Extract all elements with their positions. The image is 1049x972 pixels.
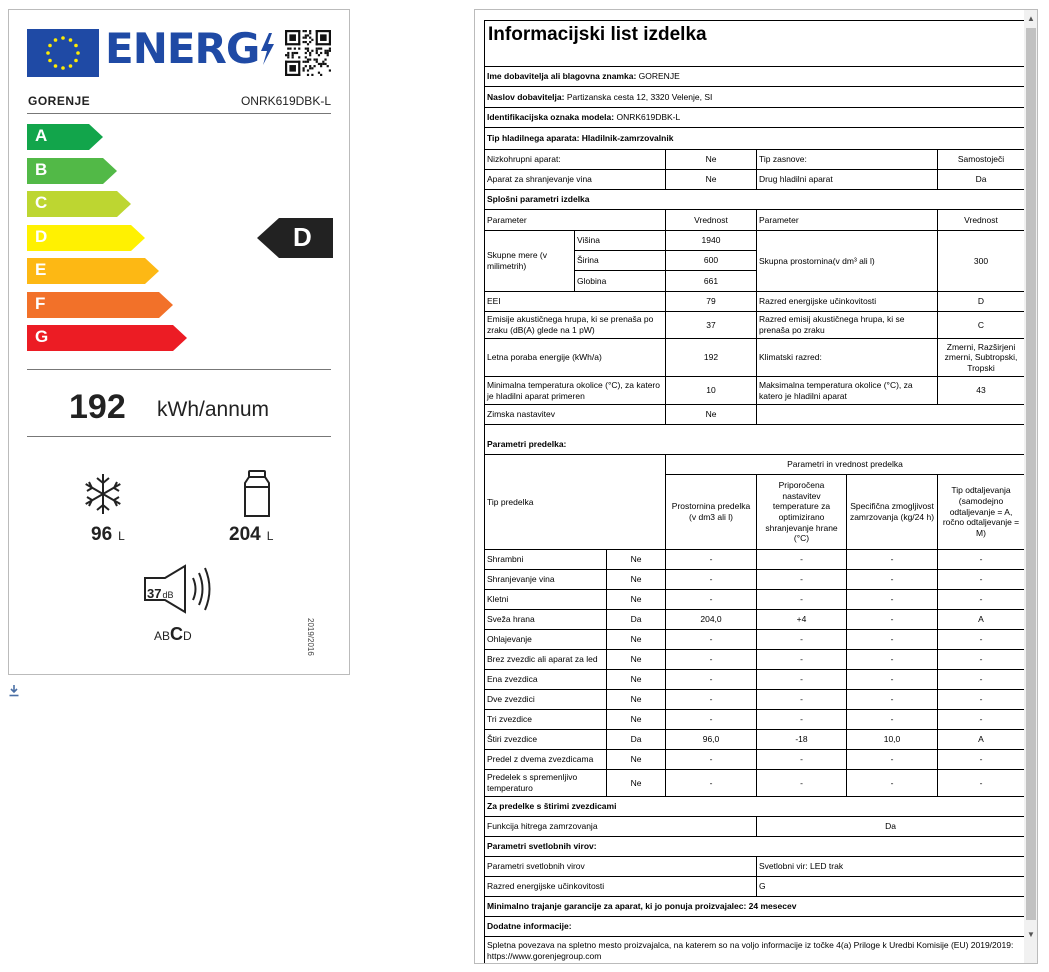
- noise-class-d: D: [183, 629, 192, 643]
- table-cell: G: [757, 877, 1025, 896]
- general-param-row: [485, 377, 1025, 405]
- table-cell: -: [938, 650, 1025, 669]
- eu-flag-icon: [27, 29, 99, 77]
- table-cell: Da: [607, 730, 666, 749]
- table-cell: -: [938, 590, 1025, 609]
- table-cell: -: [847, 550, 938, 569]
- table-cell: Tip zasnove:: [757, 150, 938, 169]
- appliance-type-row: [485, 150, 1025, 170]
- compartment-row: [485, 670, 1025, 690]
- table-cell: Ne: [607, 570, 666, 589]
- divider: [27, 369, 331, 370]
- freezer-volume: 96 L: [91, 524, 125, 545]
- table-cell: -: [666, 690, 757, 709]
- model-row: Identifikacijska oznaka modela: ONRK619DBK-L: [485, 108, 1025, 128]
- table-cell: Ne: [607, 550, 666, 569]
- general-param-row: [485, 312, 1025, 339]
- noise-class-b: B: [162, 629, 171, 643]
- table-cell: -: [847, 630, 938, 649]
- light-source-row: [485, 877, 1025, 897]
- table-cell: 204,0: [666, 610, 757, 629]
- table-cell: -: [847, 570, 938, 589]
- table-cell: -: [666, 590, 757, 609]
- compartment-row: [485, 590, 1025, 610]
- table-cell: 37: [666, 312, 757, 338]
- appliance-type-row: [485, 170, 1025, 190]
- table-cell: -: [847, 670, 938, 689]
- energy-class-g: [27, 325, 187, 351]
- sheet-title: Informacijski list izdelka: [488, 24, 707, 45]
- additional-info-heading: Dodatne informacije:: [485, 917, 1025, 937]
- general-param-row: [485, 339, 1025, 377]
- table-cell: -: [757, 590, 847, 609]
- product-info-sheet-viewer[interactable]: [474, 9, 1038, 964]
- address-row: Naslov dobavitelja: Partizanska cesta 12, 3320 Velenje, SI: [485, 87, 1025, 108]
- table-cell: -: [847, 590, 938, 609]
- dimensions-block: Skupne mere (v milimetrih) Skupna prostornina(v dm³ ali l) 300 Višina 1940 Širina 600 Globina 661: [485, 231, 1025, 292]
- table-cell: -: [938, 770, 1025, 796]
- table-cell: Kletni: [485, 590, 607, 609]
- divider: [27, 113, 331, 114]
- table-cell: Minimalna temperatura okolice (°C), za katero je hladilni aparat primeren: [485, 377, 666, 404]
- dimension-value: 1940: [666, 231, 757, 251]
- table-cell: [757, 405, 1025, 424]
- general-params-heading: Splošni parametri izdelka: [485, 190, 1025, 210]
- table-cell: -: [938, 750, 1025, 769]
- compartment-row: [485, 710, 1025, 730]
- energy-class-d: [27, 225, 145, 251]
- table-cell: Zmerni, Razširjeni zmerni, Subtropski, Tropski: [938, 339, 1025, 376]
- table-cell: 96,0: [666, 730, 757, 749]
- additional-info-row: Spletna povezava na spletno mesto proizvajalca, na katerem so na voljo informacije iz točke 4(a) Priloge k Uredbi Komisije (EU) 2019/2019: https://www.gorenjegroup.com: [485, 937, 1025, 964]
- compartment-row: [485, 770, 1025, 797]
- sheet-title-row: [485, 21, 1025, 67]
- fridge-bottle-icon: [242, 469, 272, 519]
- compartment-row: [485, 650, 1025, 670]
- dimension-name: Globina: [575, 271, 666, 291]
- noise-class-scale: [154, 624, 192, 645]
- table-cell: -: [666, 650, 757, 669]
- compartment-row: [485, 730, 1025, 750]
- table-cell: -18: [757, 730, 847, 749]
- table-cell: Ena zvezdica: [485, 670, 607, 689]
- table-cell: Svetlobni vir: LED trak: [757, 857, 1025, 876]
- table-cell: -: [757, 750, 847, 769]
- table-cell: -: [666, 770, 757, 796]
- download-icon[interactable]: [9, 685, 19, 697]
- fast-freeze-row: Funkcija hitrega zamrzovanja Da: [485, 817, 1025, 837]
- snowflake-icon: [81, 472, 125, 516]
- table-cell: Tri zvezdice: [485, 710, 607, 729]
- table-cell: Ne: [607, 770, 666, 796]
- energy-class-letter: D: [35, 226, 48, 246]
- table-cell: -: [847, 710, 938, 729]
- table-cell: -: [666, 670, 757, 689]
- table-cell: -: [938, 670, 1025, 689]
- appliance-type-heading: Tip hladilnega aparata: Hladilnik-zamrzovalnik: [485, 128, 1025, 150]
- table-cell: +4: [757, 610, 847, 629]
- table-cell: Samostoječi: [938, 150, 1025, 169]
- scroll-thumb[interactable]: [1026, 28, 1036, 920]
- compartment-row: [485, 550, 1025, 570]
- table-cell: Aparat za shranjevanje vina: [485, 170, 666, 189]
- table-cell: Sveža hrana: [485, 610, 607, 629]
- table-cell: 43: [938, 377, 1025, 404]
- energy-class-letter: E: [35, 260, 47, 279]
- compartment-row: [485, 690, 1025, 710]
- energy-class-e: [27, 258, 159, 284]
- table-cell: Ne: [666, 405, 757, 424]
- table-cell: EEI: [485, 292, 666, 311]
- table-cell: A: [938, 730, 1025, 749]
- energy-rating-arrow: [257, 218, 333, 258]
- table-cell: D: [938, 292, 1025, 311]
- divider: [27, 436, 331, 437]
- table-cell: -: [847, 650, 938, 669]
- table-cell: Razred energijske učinkovitosti: [757, 292, 938, 311]
- energy-class-c: [27, 191, 131, 217]
- energy-class-f: [27, 292, 173, 318]
- table-cell: Razred energijske učinkovitosti: [485, 877, 757, 896]
- table-cell: 10,0: [847, 730, 938, 749]
- table-cell: Predelek s spremenljivo temperaturo: [485, 770, 607, 796]
- energy-class-letter: B: [35, 159, 48, 179]
- table-cell: Drug hladilni aparat: [757, 170, 938, 189]
- table-cell: Ne: [666, 150, 757, 169]
- table-cell: -: [757, 650, 847, 669]
- table-cell: Zimska nastavitev: [485, 405, 666, 424]
- regulation-year: 2019/2016: [306, 618, 315, 656]
- energy-label: [8, 9, 350, 675]
- compartment-params-heading: Parametri predelka:: [485, 434, 1025, 455]
- dimension-value: 600: [666, 251, 757, 271]
- supplier-row: Ime dobavitelja ali blagovna znamka: GORENJE: [485, 67, 1025, 87]
- table-cell: Nizkohrupni aparat:: [485, 150, 666, 169]
- table-cell: Ne: [607, 750, 666, 769]
- dimensions-label: Skupne mere (v milimetrih): [485, 231, 575, 291]
- table-cell: -: [757, 690, 847, 709]
- product-info-sheet: [484, 20, 1025, 964]
- four-star-heading: Za predelke s štirimi zvezdicami: [485, 797, 1025, 817]
- table-cell: Parametri svetlobnih virov: [485, 857, 757, 876]
- label-brand: GORENJE: [28, 94, 91, 108]
- table-cell: Ne: [666, 170, 757, 189]
- scroll-down-arrow-icon[interactable]: ▼: [1027, 930, 1035, 939]
- table-cell: Brez zvezdic ali aparat za led: [485, 650, 607, 669]
- compartment-row: [485, 570, 1025, 590]
- table-cell: -: [757, 630, 847, 649]
- table-cell: 10: [666, 377, 757, 404]
- compartment-row: [485, 630, 1025, 650]
- compartment-row: [485, 610, 1025, 630]
- dimension-value: 661: [666, 271, 757, 291]
- energy-class-a: [27, 124, 103, 150]
- table-cell: Ne: [607, 590, 666, 609]
- compartment-row: [485, 750, 1025, 770]
- noise-class-c: C: [170, 624, 184, 644]
- table-cell: -: [938, 690, 1025, 709]
- table-cell: Ne: [607, 670, 666, 689]
- energy-rating-letter: D: [293, 221, 312, 252]
- general-param-row: [485, 405, 1025, 425]
- table-cell: Maksimalna temperatura okolice (°C), za katero je hladilni aparat: [757, 377, 938, 404]
- table-cell: -: [757, 710, 847, 729]
- noise-value: 37dB: [147, 586, 174, 601]
- table-cell: 79: [666, 292, 757, 311]
- light-params-heading: Parametri svetlobnih virov:: [485, 837, 1025, 857]
- noise-class-a: A: [154, 629, 163, 643]
- table-cell: Shranjevanje vina: [485, 570, 607, 589]
- table-cell: C: [938, 312, 1025, 338]
- table-cell: Predel z dvema zvezdicama: [485, 750, 607, 769]
- table-cell: Ne: [607, 630, 666, 649]
- table-cell: -: [757, 770, 847, 796]
- table-cell: Ne: [607, 690, 666, 709]
- energy-class-letter: F: [35, 293, 46, 313]
- general-params-header: Parameter Vrednost Parameter Vrednost: [485, 210, 1025, 231]
- table-cell: -: [847, 690, 938, 709]
- table-cell: Štiri zvezdice: [485, 730, 607, 749]
- table-cell: Dve zvezdici: [485, 690, 607, 709]
- table-cell: -: [757, 670, 847, 689]
- energy-consumption-value: 192: [69, 388, 126, 426]
- table-cell: 192: [666, 339, 757, 376]
- table-cell: -: [666, 710, 757, 729]
- table-cell: A: [938, 610, 1025, 629]
- table-cell: -: [847, 770, 938, 796]
- table-cell: -: [847, 610, 938, 629]
- table-cell: Da: [938, 170, 1025, 189]
- scroll-up-arrow-icon[interactable]: ▲: [1027, 14, 1035, 23]
- table-cell: Emisije akustičnega hrupa, ki se prenaša po zraku (dB(A) glede na 1 pW): [485, 312, 666, 338]
- table-cell: Ne: [607, 710, 666, 729]
- table-cell: Razred emisij akustičnega hrupa, ki se prenaša po zraku: [757, 312, 938, 338]
- table-cell: -: [938, 710, 1025, 729]
- table-cell: Ohlajevanje: [485, 630, 607, 649]
- vertical-scrollbar[interactable]: [1024, 10, 1038, 964]
- table-cell: Ne: [607, 650, 666, 669]
- compartment-header: Tip predelka Parametri in vrednost predelka Prostornina predelka (v dm3 ali l) Priporočena nastavitev temperature za optimizirano shranjevanje hrane (°C) Specifična zmogljivost zamrzovanja (kg/24 h) Tip odtaljevanja (samodejno odtaljevanje = A, ročno odtaljevanje = M): [485, 455, 1025, 550]
- label-model: ONRK619DBK-L: [240, 94, 331, 108]
- table-cell: Letna poraba energije (kWh/a): [485, 339, 666, 376]
- table-cell: Klimatski razred:: [757, 339, 938, 376]
- dimension-name: Širina: [575, 251, 666, 271]
- table-cell: -: [666, 630, 757, 649]
- table-cell: -: [938, 550, 1025, 569]
- table-cell: Shrambni: [485, 550, 607, 569]
- table-cell: -: [666, 570, 757, 589]
- fridge-volume: 204 L: [229, 524, 274, 545]
- qr-code-icon: [285, 30, 331, 76]
- table-cell: -: [757, 570, 847, 589]
- dimension-name: Višina: [575, 231, 666, 251]
- energy-class-letter: C: [35, 193, 48, 212]
- table-cell: Da: [607, 610, 666, 629]
- table-cell: -: [938, 630, 1025, 649]
- energy-wordmark: ENERG: [105, 24, 275, 73]
- table-cell: -: [847, 750, 938, 769]
- energy-class-letter: A: [35, 126, 48, 145]
- table-cell: -: [757, 550, 847, 569]
- guarantee-row: Minimalno trajanje garancije za aparat, ki jo ponuja proizvajalec: 24 mesecev: [485, 897, 1025, 917]
- light-source-row: [485, 857, 1025, 877]
- table-cell: -: [666, 750, 757, 769]
- table-cell: -: [938, 570, 1025, 589]
- table-cell: -: [666, 550, 757, 569]
- energy-consumption-unit: kWh/annum: [157, 398, 270, 421]
- energy-class-letter: G: [35, 327, 49, 346]
- general-param-row: [485, 292, 1025, 312]
- energy-class-b: [27, 158, 117, 184]
